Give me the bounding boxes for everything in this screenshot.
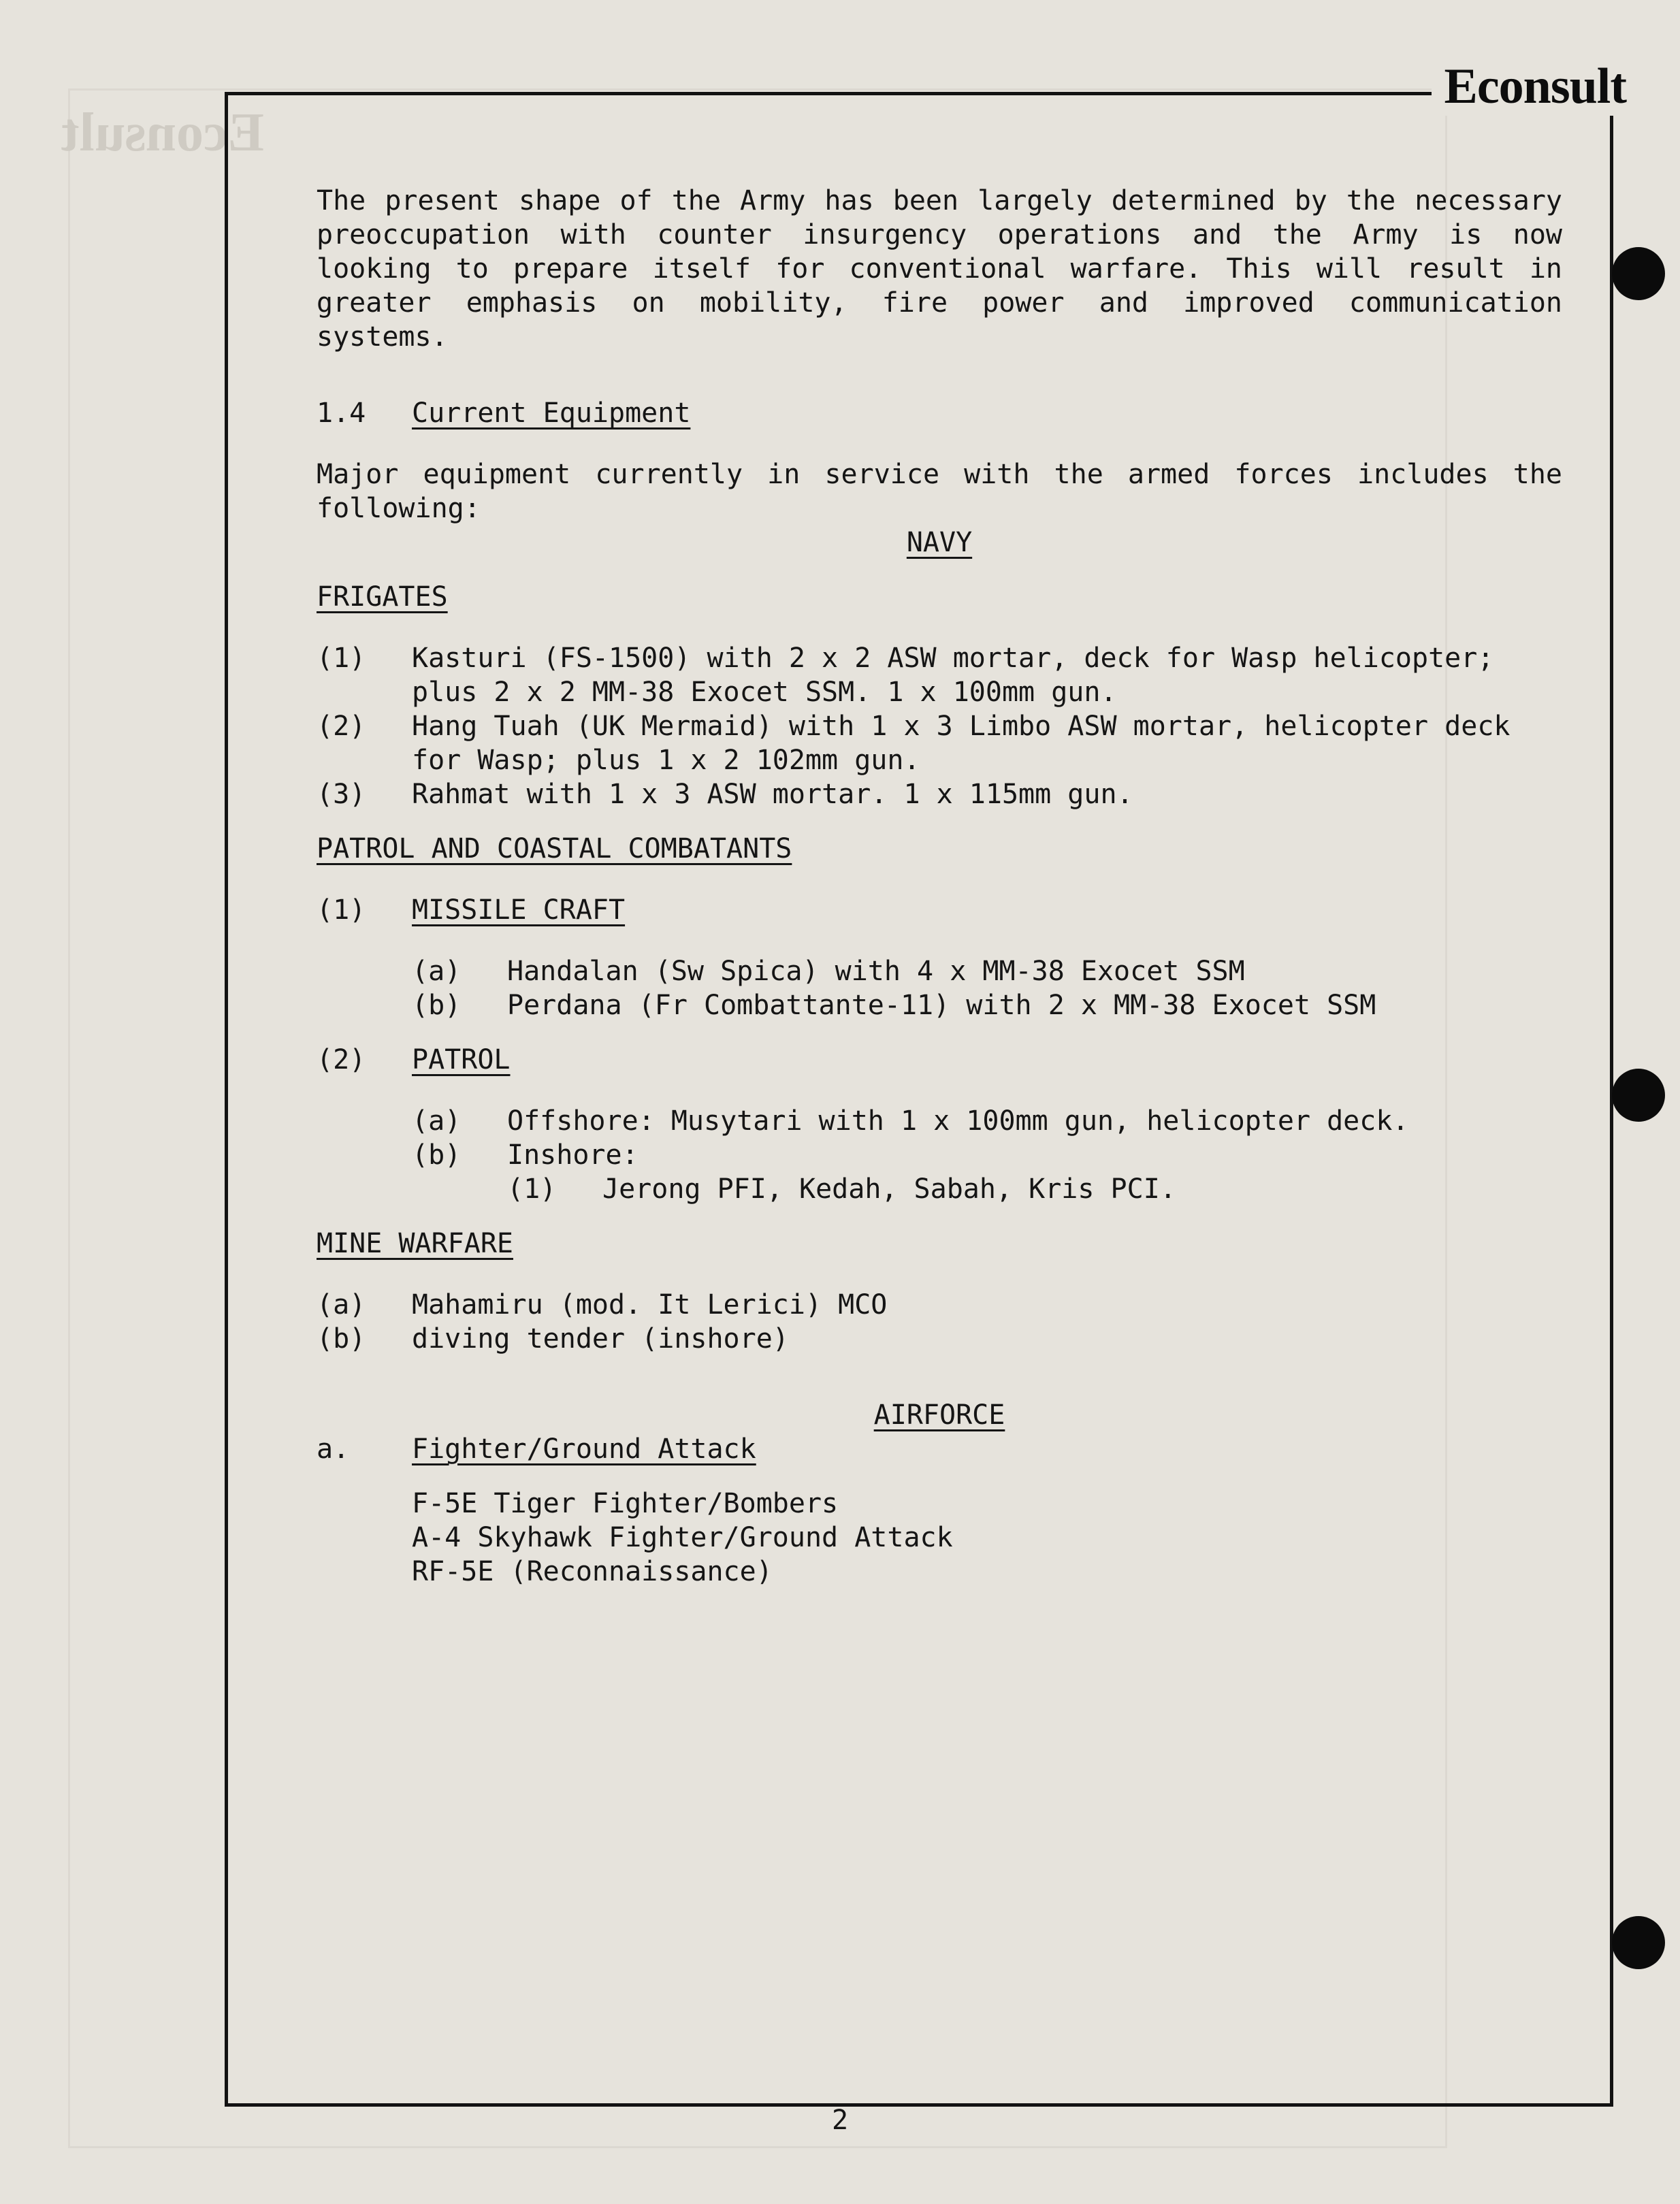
list-item <box>317 988 1562 1022</box>
brand-logo: Econsult <box>1432 58 1629 116</box>
patrol-coastal-heading-text: PATROL AND COASTAL COMBATANTS <box>317 833 792 864</box>
navy-heading-text: NAVY <box>906 527 973 558</box>
section-title: Current Equipment <box>412 398 691 429</box>
item-number: (3) <box>317 779 366 810</box>
item-text: Hang Tuah (UK Mermaid) with 1 x 3 Limbo ASW mortar, helicopter deck for Wasp; plus 1 x 2 102mm gun. <box>412 711 1511 776</box>
fighter-ground-attack-heading <box>317 1432 1562 1466</box>
punch-hole <box>1612 1916 1665 1969</box>
missile-craft-heading <box>317 893 1562 927</box>
frigates-heading <box>317 580 1562 614</box>
item-number: (1) <box>317 894 366 926</box>
fighter-ground-attack-title: Fighter/Ground Attack <box>412 1433 756 1465</box>
aircraft-item: F-5E Tiger Fighter/Bombers <box>412 1488 839 1519</box>
list-item <box>317 709 1562 777</box>
item-text: Perdana (Fr Combattante-11) with 2 x MM-38 Exocet SSM <box>507 990 1376 1021</box>
patrol-coastal-heading <box>317 832 1562 866</box>
punch-hole <box>1612 1069 1665 1122</box>
navy-heading <box>317 525 1562 560</box>
item-letter: (b) <box>317 1323 366 1355</box>
item-letter: (a) <box>317 1289 366 1320</box>
patrol-heading <box>317 1043 1562 1077</box>
list-item <box>317 1138 1562 1172</box>
section-heading <box>317 396 1562 430</box>
list-item <box>317 777 1562 811</box>
item-text: Offshore: Musytari with 1 x 100mm gun, helicopter deck. <box>507 1105 1409 1137</box>
item-letter: a. <box>317 1433 350 1465</box>
item-letter: (b) <box>412 1139 462 1171</box>
mine-warfare-heading-text: MINE WARFARE <box>317 1228 513 1259</box>
section-intro: Major equipment currently in service with the armed forces includes the following: <box>317 459 1562 524</box>
list-item <box>317 1288 1562 1322</box>
list-item <box>317 641 1562 709</box>
item-letter: (a) <box>412 1105 462 1137</box>
section-number: 1.4 <box>317 398 366 429</box>
item-text: Inshore: <box>507 1139 639 1171</box>
list-item <box>317 1104 1562 1138</box>
bleed-through-brand: Econsult <box>61 103 264 163</box>
item-letter: (a) <box>412 956 462 987</box>
item-letter: (b) <box>412 990 462 1021</box>
item-text: Mahamiru (mod. It Lerici) MCO <box>412 1289 888 1320</box>
punch-hole <box>1612 247 1665 300</box>
missile-craft-title: MISSILE CRAFT <box>412 894 626 926</box>
list-item <box>317 954 1562 988</box>
item-text: Kasturi (FS-1500) with 2 x 2 ASW mortar, deck for Wasp helicopter; plus 2 x 2 MM-38 Exocet SSM. 1 x 100mm gun. <box>412 643 1494 708</box>
item-number: (1) <box>317 643 366 674</box>
list-item <box>317 1172 1562 1206</box>
page-number: 2 <box>831 2105 849 2136</box>
item-number: (2) <box>317 711 366 742</box>
mine-warfare-heading <box>317 1227 1562 1261</box>
item-text: Handalan (Sw Spica) with 4 x MM-38 Exocet SSM <box>507 956 1245 987</box>
airforce-heading <box>317 1398 1562 1432</box>
aircraft-item: A-4 Skyhawk Fighter/Ground Attack <box>412 1522 953 1553</box>
item-number: (1) <box>507 1173 557 1205</box>
frigates-heading-text: FRIGATES <box>317 581 448 613</box>
item-text: Rahmat with 1 x 3 ASW mortar. 1 x 115mm gun. <box>412 779 1133 810</box>
list-item <box>317 1322 1562 1356</box>
document-body <box>317 184 1562 1589</box>
intro-paragraph: The present shape of the Army has been largely determined by the necessary preoccupation with counter insurgency operations and the Army is now looking to prepare itself for conventional warfare. This will result in greater emphasis on mobility, fire power and improved communication systems. <box>317 185 1562 353</box>
item-text: Jerong PFI, Kedah, Sabah, Kris PCI. <box>602 1173 1176 1205</box>
airforce-heading-text: AIRFORCE <box>873 1399 1005 1431</box>
item-text: diving tender (inshore) <box>412 1323 789 1355</box>
item-number: (2) <box>317 1044 366 1075</box>
patrol-title: PATROL <box>412 1044 511 1075</box>
aircraft-item: RF-5E (Reconnaissance) <box>412 1556 773 1587</box>
